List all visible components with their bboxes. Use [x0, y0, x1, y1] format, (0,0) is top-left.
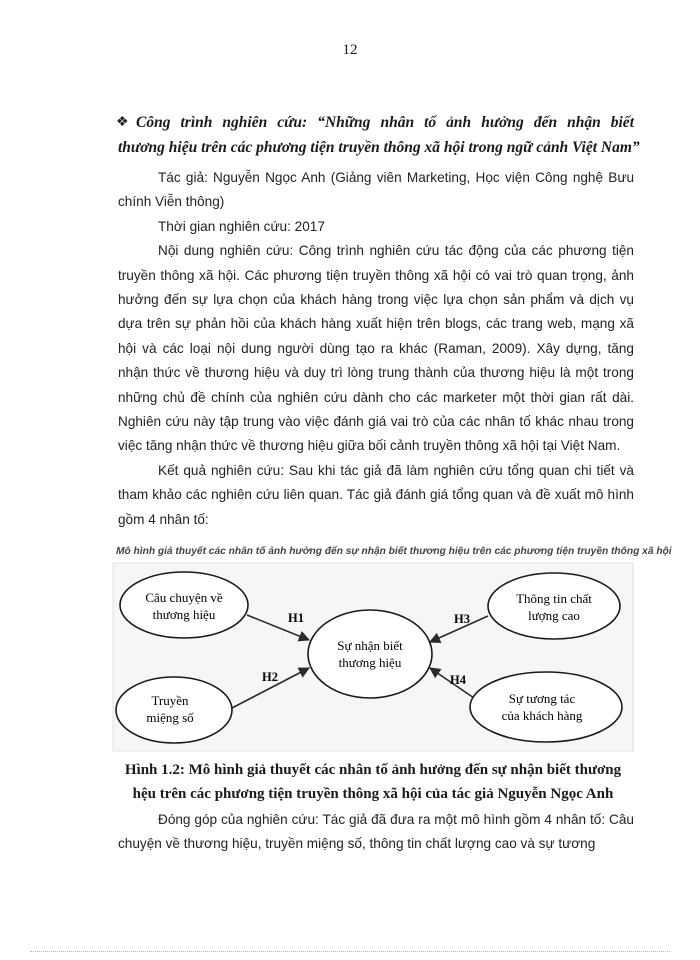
edge-label-h4: H4 — [450, 673, 466, 687]
node-label: của khách hàng — [501, 708, 583, 723]
title-line-1: Công trình nghiên cứu: “Những nhân tố ảnh hưởng đến nhận biết — [136, 114, 634, 131]
contribution-paragraph: Đóng góp của nghiên cứu: Tác giả đã đưa ra một mô hình gồm 4 nhân tố: Câu chuyện về thương hiệu, truyền miệng số, thông tin chất lượng cao và sự tương — [118, 812, 634, 852]
node-brand-story — [120, 572, 248, 638]
research-content-paragraph: Nội dung nghiên cứu: Công trình nghiên cứu tác động của các phương tiện truyền thông xã hội. Các phương tiện truyền thông xã hội có vai trò quan trọng, ảnh hưởng đến sự lựa chọn của khách hàng trong việc lựa chọn sản phẩm và dịch vụ dựa trên sự phản hồi của khách hàng xuất hiện trên blogs, các trang web, mạng xã hội và các loại nội dung người dùng tạo ra khác (Raman, 2009). Xây dựng, tăng nhận thức về thương hiệu và duy trì lòng trung thành của thương hiệu là một trong những chủ đề chính của nghiên cứu dành cho các marketer một thời gian rất dài. Nghiên cứu này tập trung vào việc đánh giá vai trò của các nhân tố khác nhau trong việc tăng nhận thức về thương hiệu giữa bối cảnh truyền thông xã hội tại Việt Nam. — [118, 243, 634, 454]
node-label: Thông tin chất — [516, 591, 592, 606]
node-label: thương hiệu — [338, 655, 402, 670]
figure-top-caption: Mô hình giả thuyết các nhân tố ảnh hưởng đến sự nhận biết thương hiệu trên các phương tiện truyền thông xã hội — [116, 546, 672, 557]
node-label: Câu chuyện về — [145, 590, 223, 605]
research-result-paragraph: Kết quả nghiên cứu: Sau khi tác giả đã làm nghiên cứu tổng quan chi tiết và tham khảo các nghiên cứu liên quan. Tác giả đánh giá tổng quan và đề xuất mô hình gồm 4 nhân tố: — [118, 462, 634, 527]
edge-label-h1: H1 — [288, 611, 304, 625]
closing-text — [118, 808, 634, 857]
diamond-bullet-icon: ❖ — [116, 115, 129, 130]
body-text — [118, 166, 634, 532]
hypothesis-model-figure — [112, 546, 672, 754]
node-label: Truyền — [151, 693, 189, 708]
page-bottom-divider — [30, 951, 670, 952]
model-diagram — [112, 562, 634, 754]
figure-caption — [112, 758, 634, 806]
edge-label-h2: H2 — [262, 670, 278, 684]
figure-caption-line-1: Hình 1.2: Mô hình giả thuyết các nhân tố ảnh hưởng đến sự nhận biết thương — [124, 762, 622, 778]
page-number: 12 — [342, 42, 358, 58]
node-quality-information — [488, 573, 620, 639]
node-customer-interaction — [470, 672, 622, 742]
node-brand-awareness — [308, 610, 432, 698]
title-line-2: thương hiệu trên các phương tiện truyền thông xã hội trong ngữ cảnh Việt Nam” — [118, 139, 640, 156]
author-paragraph: Tác giả: Nguyễn Ngọc Anh (Giảng viên Marketing, Học viện Công nghệ Bưu chính Viễn thông) — [118, 170, 634, 210]
node-word-of-mouth — [116, 677, 232, 743]
node-label: Sự nhận biết — [337, 638, 403, 653]
figure-caption-line-2: hệu trên các phương tiện truyền thông xã hội của tác giả Nguyễn Ngọc Anh — [132, 786, 614, 802]
node-label: miệng số — [146, 710, 194, 725]
research-time-paragraph: Thời gian nghiên cứu: 2017 — [158, 218, 325, 234]
node-label: Sự tương tác — [508, 691, 576, 706]
node-label: thương hiệu — [152, 607, 216, 622]
node-label: lượng cao — [528, 608, 580, 623]
edge-label-h3: H3 — [454, 612, 470, 626]
section-title — [116, 110, 640, 160]
